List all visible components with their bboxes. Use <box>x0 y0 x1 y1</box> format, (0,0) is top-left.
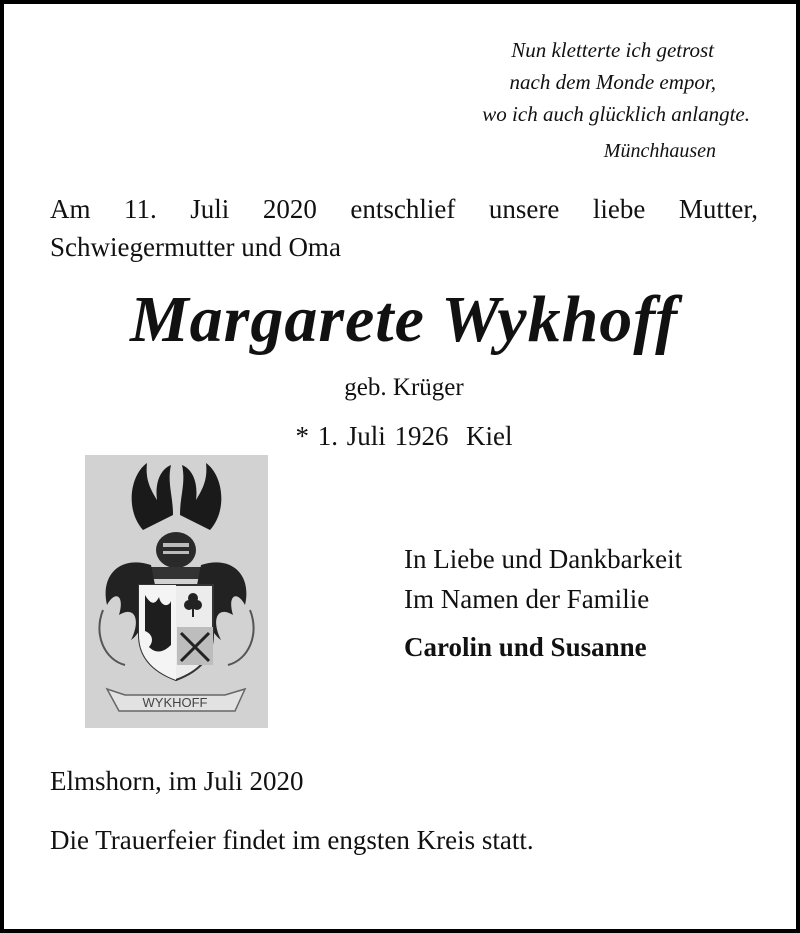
birth-date-place: * 1. Juli 1926 Kiel <box>295 421 513 451</box>
crest-banner-text: WYKHOFF <box>142 695 208 710</box>
closing-line: In Liebe und Dankbarkeit <box>404 544 683 574</box>
epigraph-quote <box>482 34 750 130</box>
place-and-date: Elmshorn, im Juli 2020 <box>50 766 304 796</box>
death-announcement-text: Am 11. Juli 2020 entschlief unsere liebe Mutter, Schwiegermutter und Oma <box>50 194 758 262</box>
quote-line: wo ich auch glücklich anlangte. <box>482 102 750 126</box>
signers: Carolin und Susanne <box>404 632 647 662</box>
maiden-name: geb. Krüger <box>344 374 464 401</box>
quote-line: nach dem Monde empor, <box>509 70 716 94</box>
quote-author: Münchhausen <box>603 140 716 162</box>
deceased-name: Margarete Wykhoff <box>129 283 679 356</box>
coat-of-arms-icon <box>85 455 268 728</box>
funeral-notice: Die Trauerfeier findet im engsten Kreis statt. <box>50 825 534 855</box>
closing-lines <box>404 539 682 619</box>
closing-line: Im Namen der Familie <box>404 584 650 614</box>
quote-line: Nun kletterte ich getrost <box>511 38 714 62</box>
